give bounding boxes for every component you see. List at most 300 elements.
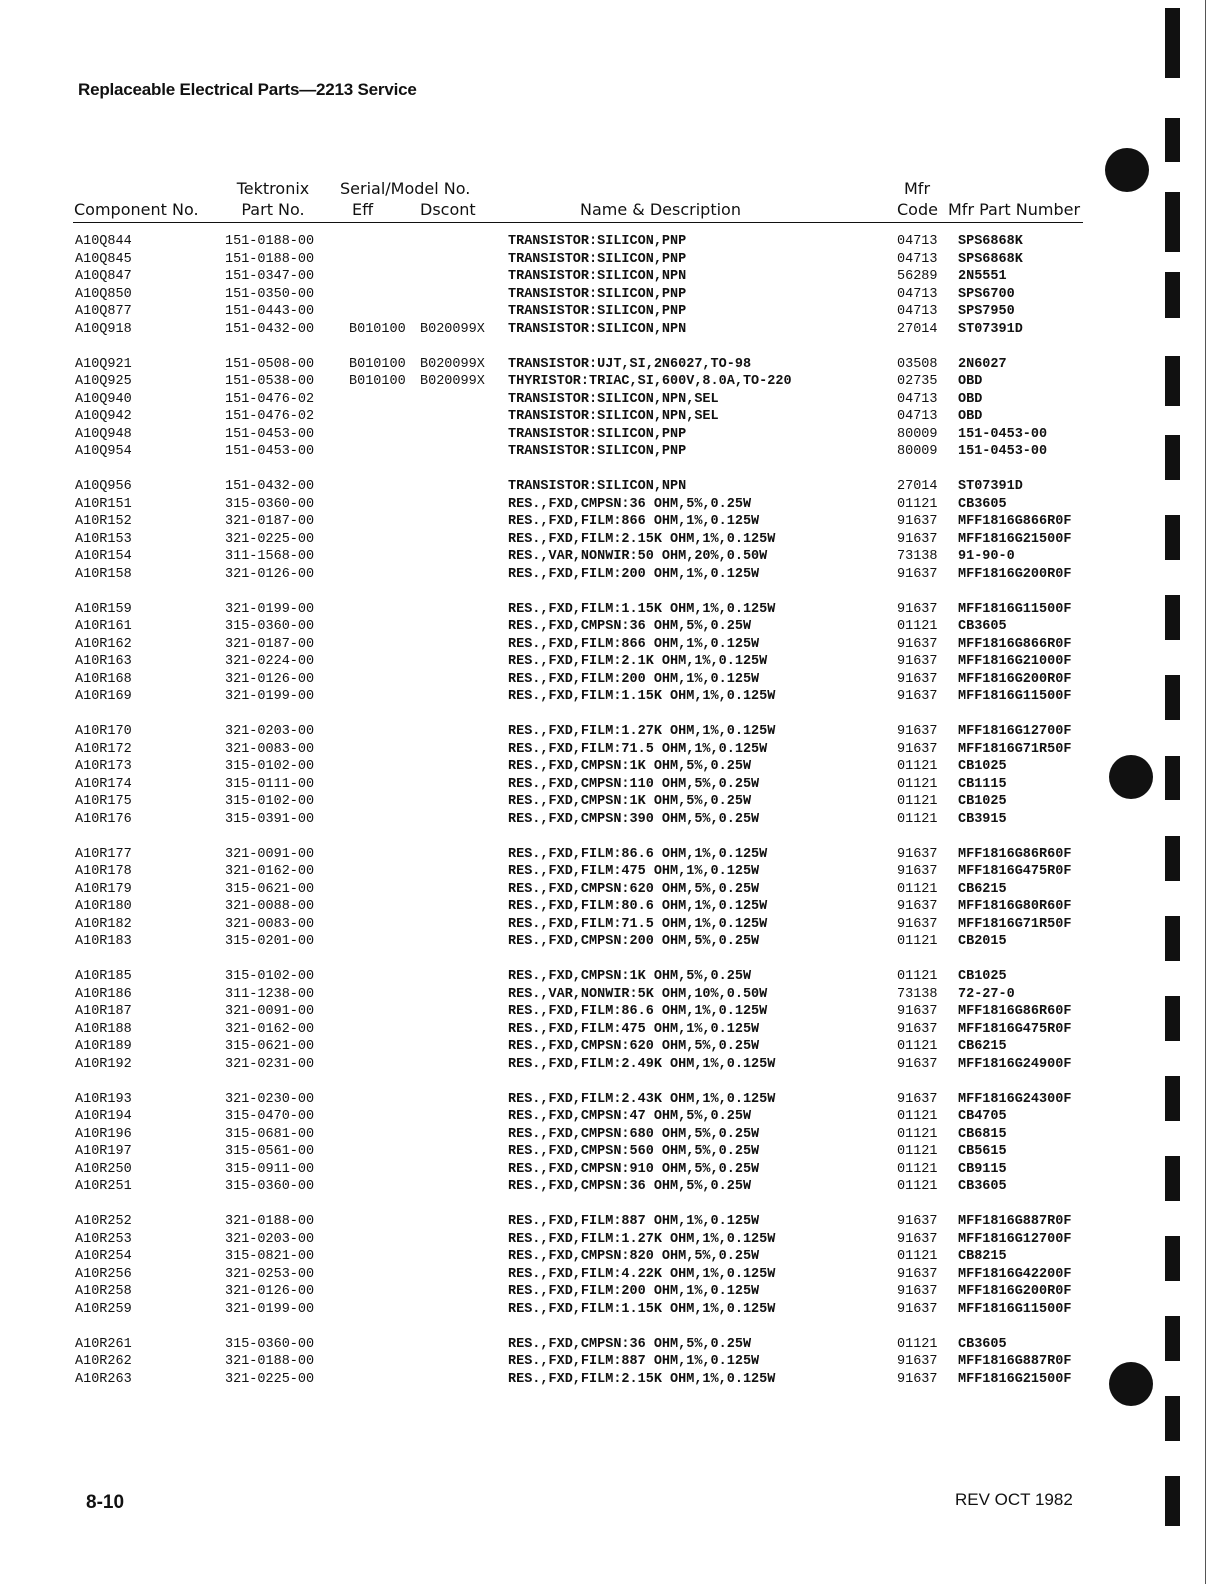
component-no: A10R183 [75,934,132,949]
tektronix-part-no: 321-0187-00 [225,636,315,652]
name-description: RES.,VAR,NONWIR:50 OHM,20%,0.50W [508,549,768,564]
header-rule [73,222,1083,223]
tektronix-part-no: 151-0476-02 [225,409,315,424]
mfr-code: 91637 [897,846,938,862]
component-no: A10R170 [75,724,132,739]
row-group [0,846,1220,951]
component-no: A10Q942 [75,409,132,424]
binding-mark [1165,356,1180,406]
name-description: RES.,FXD,FILM:1.15K OHM,1%,0.125W [508,689,776,704]
name-description: RES.,FXD,CMPSN:680 OHM,5%,0.25W [508,1126,760,1142]
tektronix-part-no: 321-0126-00 [225,566,315,582]
tektronix-part-no: 321-0203-00 [225,1231,315,1247]
tektronix-part-no: 321-0199-00 [225,601,315,617]
tektronix-part-no: 151-0350-00 [225,286,315,302]
table-row [0,1266,1220,1284]
mfr-part-number: MFF1816G71R50F [958,916,1072,932]
mfr-part-number: MFF1816G24300F [958,1091,1072,1107]
name-description: TRANSISTOR:SILICON,NPN [508,269,687,284]
mfr-code: 04713 [897,409,938,424]
tektronix-part-no: 321-0231-00 [225,1056,315,1072]
mfr-code: 27014 [897,479,938,494]
name-description: RES.,FXD,CMPSN:910 OHM,5%,0.25W [508,1161,760,1177]
mfr-part-number: 2N6027 [958,356,1007,372]
table-row [0,793,1220,811]
page-title: Replaceable Electrical Parts—2213 Service [78,80,417,99]
tektronix-part-no: 151-0476-02 [225,391,315,407]
mfr-code: 91637 [897,689,938,704]
name-description: RES.,FXD,CMPSN:1K OHM,5%,0.25W [508,759,752,774]
mfr-code: 04713 [897,234,938,249]
tektronix-part-no: 321-0188-00 [225,1214,315,1229]
component-no: A10R168 [75,671,132,687]
name-description: RES.,FXD,FILM:1.15K OHM,1%,0.125W [508,1301,776,1317]
mfr-code: 91637 [897,899,938,914]
table-row [0,723,1220,741]
mfr-part-number: SPS7950 [958,304,1015,319]
mfr-code: 91637 [897,1021,938,1037]
component-no: A10R250 [75,1161,132,1177]
mfr-code: 91637 [897,531,938,547]
component-no: A10R175 [75,794,132,809]
tektronix-part-no: 321-0088-00 [225,899,315,914]
tektronix-part-no: 315-0201-00 [225,934,315,949]
mfr-code: 01121 [897,1336,938,1352]
tektronix-part-no: 321-0225-00 [225,1371,315,1387]
table-row [0,1091,1220,1109]
component-no: A10R159 [75,601,132,617]
tektronix-part-no: 151-0347-00 [225,269,315,284]
component-no: A10R251 [75,1179,132,1194]
table-row [0,898,1220,916]
table-row [0,513,1220,531]
table-row [0,636,1220,654]
table-row [0,286,1220,304]
tektronix-part-no: 315-0621-00 [225,1039,315,1054]
tektronix-part-no: 315-0360-00 [225,1179,315,1194]
table-row [0,1108,1220,1126]
mfr-part-number: CB9115 [958,1161,1007,1177]
tektronix-part-no: 151-0443-00 [225,304,315,319]
component-no: A10R196 [75,1126,132,1142]
mfr-part-number: MFF1816G200R0F [958,1284,1072,1299]
name-description: RES.,FXD,FILM:80.6 OHM,1%,0.125W [508,899,768,914]
component-no: A10R161 [75,619,132,634]
mfr-code: 91637 [897,1004,938,1019]
tektronix-part-no: 321-0162-00 [225,1021,315,1037]
component-no: A10R182 [75,916,132,932]
table-row [0,688,1220,706]
row-group [0,723,1220,828]
name-description: THYRISTOR:TRIAC,SI,600V,8.0A,TO-220 [508,374,792,389]
component-no: A10Q877 [75,304,132,319]
name-description: TRANSISTOR:SILICON,PNP [508,234,687,249]
table-row [0,268,1220,286]
table-row [0,373,1220,391]
tektronix-part-no: 321-0126-00 [225,1284,315,1299]
mfr-part-number: CB4705 [958,1109,1007,1124]
mfr-part-number: MFF1816G21000F [958,654,1072,669]
tektronix-part-no: 315-0360-00 [225,1336,315,1352]
tektronix-part-no: 321-0224-00 [225,654,315,669]
mfr-code: 91637 [897,864,938,879]
binding-mark [1165,595,1180,640]
name-description: RES.,FXD,FILM:1.15K OHM,1%,0.125W [508,601,776,617]
mfr-part-number: CB3605 [958,1179,1007,1194]
binding-mark [1165,435,1180,480]
tektronix-part-no: 315-0561-00 [225,1144,315,1159]
name-description: RES.,FXD,CMPSN:36 OHM,5%,0.25W [508,619,752,634]
table-row [0,1178,1220,1196]
mfr-code: 91637 [897,636,938,652]
mfr-part-number: CB1025 [958,794,1007,809]
tektronix-part-no: 321-0225-00 [225,531,315,547]
serial-dscont: B020099X [420,374,485,389]
mfr-code: 04713 [897,391,938,407]
mfr-code: 01121 [897,776,938,792]
mfr-part-number: MFF1816G887R0F [958,1214,1072,1229]
header-mfr: Mfr [904,179,931,198]
mfr-part-number: CB1025 [958,759,1007,774]
table-row [0,618,1220,636]
mfr-code: 01121 [897,934,938,949]
table-row [0,968,1220,986]
tektronix-part-no: 151-0432-00 [225,479,315,494]
component-no: A10R174 [75,776,132,792]
name-description: RES.,FXD,FILM:86.6 OHM,1%,0.125W [508,1004,768,1019]
mfr-part-number: SPS6700 [958,286,1015,302]
component-no: A10Q918 [75,321,132,337]
name-description: RES.,FXD,FILM:887 OHM,1%,0.125W [508,1214,760,1229]
binding-mark [1165,1316,1180,1361]
binding-mark [1165,515,1180,560]
mfr-code: 04713 [897,251,938,267]
name-description: TRANSISTOR:SILICON,NPN [508,321,687,337]
name-description: RES.,FXD,FILM:866 OHM,1%,0.125W [508,636,760,652]
header-component-no: Component No. [74,200,199,219]
header-serial-model: Serial/Model No. [340,179,471,198]
name-description: RES.,FXD,CMPSN:820 OHM,5%,0.25W [508,1249,760,1264]
component-no: A10R194 [75,1109,132,1124]
mfr-code: 01121 [897,619,938,634]
mfr-code: 04713 [897,304,938,319]
mfr-code: 01121 [897,1179,938,1194]
mfr-part-number: CB3605 [958,1336,1007,1352]
name-description: RES.,FXD,FILM:475 OHM,1%,0.125W [508,864,760,879]
component-no: A10R185 [75,969,132,984]
component-no: A10R180 [75,899,132,914]
mfr-part-number: OBD [958,374,983,389]
table-row [0,916,1220,934]
header-dscont: Dscont [420,200,476,219]
mfr-part-number: CB3915 [958,811,1007,827]
tektronix-part-no: 321-0203-00 [225,724,315,739]
mfr-code: 02735 [897,374,938,389]
mfr-code: 03508 [897,356,938,372]
binding-mark [1165,1236,1180,1281]
name-description: RES.,FXD,FILM:2.49K OHM,1%,0.125W [508,1056,776,1072]
table-row [0,1213,1220,1231]
mfr-part-number: CB8215 [958,1249,1007,1264]
component-no: A10R173 [75,759,132,774]
component-no: A10R189 [75,1039,132,1054]
table-row [0,881,1220,899]
table-row [0,601,1220,619]
component-no: A10Q844 [75,234,132,249]
table-row [0,933,1220,951]
mfr-code: 91637 [897,916,938,932]
table-row [0,426,1220,444]
tektronix-part-no: 315-0681-00 [225,1126,315,1142]
table-row [0,1038,1220,1056]
mfr-code: 01121 [897,1144,938,1159]
tektronix-part-no: 321-0199-00 [225,1301,315,1317]
serial-eff: B010100 [349,321,406,337]
table-row [0,548,1220,566]
component-no: A10R151 [75,496,132,512]
table-row [0,1336,1220,1354]
page-edge [1205,0,1220,1584]
table-row [0,1021,1220,1039]
name-description: TRANSISTOR:SILICON,PNP [508,426,687,442]
mfr-code: 91637 [897,1284,938,1299]
mfr-code: 80009 [897,444,938,459]
mfr-part-number: CB6815 [958,1126,1007,1142]
name-description: RES.,FXD,FILM:200 OHM,1%,0.125W [508,671,760,687]
tektronix-part-no: 315-0102-00 [225,969,315,984]
tektronix-part-no: 315-0360-00 [225,619,315,634]
component-no: A10R193 [75,1091,132,1107]
row-group [0,601,1220,706]
mfr-code: 01121 [897,794,938,809]
component-no: A10R158 [75,566,132,582]
component-no: A10R178 [75,864,132,879]
table-row [0,478,1220,496]
table-row [0,321,1220,339]
component-no: A10R154 [75,549,132,564]
name-description: TRANSISTOR:UJT,SI,2N6027,TO-98 [508,356,752,372]
component-no: A10R163 [75,654,132,669]
tektronix-part-no: 315-0621-00 [225,881,315,897]
mfr-part-number: CB1025 [958,969,1007,984]
table-row [0,863,1220,881]
mfr-part-number: CB6215 [958,1039,1007,1054]
table-row [0,986,1220,1004]
row-group [0,1213,1220,1318]
punch-hole [1109,1362,1153,1406]
component-no: A10R176 [75,811,132,827]
tektronix-part-no: 151-0188-00 [225,234,315,249]
name-description: TRANSISTOR:SILICON,NPN,SEL [508,391,719,407]
tektronix-part-no: 321-0253-00 [225,1266,315,1282]
header-mfr-part-number: Mfr Part Number [948,200,1081,219]
name-description: RES.,FXD,FILM:2.15K OHM,1%,0.125W [508,531,776,547]
table-row [0,443,1220,461]
tektronix-part-no: 151-0453-00 [225,444,315,459]
mfr-code: 91637 [897,724,938,739]
mfr-code: 91637 [897,514,938,529]
name-description: RES.,FXD,FILM:866 OHM,1%,0.125W [508,514,760,529]
mfr-part-number: MFF1816G21500F [958,1371,1072,1387]
punch-hole [1109,755,1153,799]
tektronix-part-no: 151-0432-00 [225,321,315,337]
component-no: A10Q845 [75,251,132,267]
tektronix-part-no: 151-0453-00 [225,426,315,442]
tektronix-part-no: 321-0083-00 [225,916,315,932]
mfr-code: 01121 [897,1161,938,1177]
component-no: A10R153 [75,531,132,547]
name-description: RES.,FXD,FILM:887 OHM,1%,0.125W [508,1354,760,1369]
mfr-part-number: OBD [958,391,983,407]
component-no: A10Q847 [75,269,132,284]
tektronix-part-no: 321-0083-00 [225,741,315,757]
table-row [0,811,1220,829]
mfr-part-number: MFF1816G475R0F [958,864,1072,879]
mfr-code: 01121 [897,881,938,897]
table-row [0,1056,1220,1074]
component-no: A10R162 [75,636,132,652]
mfr-part-number: CB3605 [958,619,1007,634]
name-description: TRANSISTOR:SILICON,PNP [508,444,687,459]
name-description: RES.,FXD,CMPSN:1K OHM,5%,0.25W [508,969,752,984]
component-no: A10R259 [75,1301,132,1317]
tektronix-part-no: 321-0187-00 [225,514,315,529]
component-no: A10R197 [75,1144,132,1159]
name-description: RES.,FXD,CMPSN:36 OHM,5%,0.25W [508,496,752,512]
mfr-code: 91637 [897,1231,938,1247]
name-description: RES.,FXD,FILM:2.43K OHM,1%,0.125W [508,1091,776,1107]
mfr-code: 91637 [897,1301,938,1317]
table-row [0,303,1220,321]
name-description: RES.,FXD,CMPSN:110 OHM,5%,0.25W [508,776,760,792]
component-no: A10R253 [75,1231,132,1247]
tektronix-part-no: 321-0091-00 [225,1004,315,1019]
mfr-part-number: MFF1816G887R0F [958,1354,1072,1369]
component-no: A10R152 [75,514,132,529]
mfr-code: 91637 [897,1266,938,1282]
mfr-code: 56289 [897,269,938,284]
row-group [0,233,1220,338]
mfr-part-number: SPS6868K [958,251,1023,267]
name-description: RES.,VAR,NONWIR:5K OHM,10%,0.50W [508,986,768,1002]
table-row [0,566,1220,584]
table-row [0,408,1220,426]
name-description: RES.,FXD,CMPSN:1K OHM,5%,0.25W [508,794,752,809]
mfr-code: 01121 [897,759,938,774]
tektronix-part-no: 315-0470-00 [225,1109,315,1124]
mfr-part-number: CB2015 [958,934,1007,949]
mfr-code: 01121 [897,496,938,512]
table-row [0,741,1220,759]
header-tektronix: Tektronix [236,179,310,198]
name-description: TRANSISTOR:SILICON,NPN [508,479,687,494]
name-description: RES.,FXD,FILM:71.5 OHM,1%,0.125W [508,916,768,932]
name-description: RES.,FXD,FILM:86.6 OHM,1%,0.125W [508,846,768,862]
mfr-code: 91637 [897,1354,938,1369]
parts-table [0,233,1220,1406]
name-description: RES.,FXD,FILM:4.22K OHM,1%,0.125W [508,1266,776,1282]
name-description: RES.,FXD,FILM:475 OHM,1%,0.125W [508,1021,760,1037]
row-group [0,1336,1220,1389]
mfr-code: 91637 [897,1056,938,1072]
mfr-code: 27014 [897,321,938,337]
tektronix-part-no: 315-0360-00 [225,496,315,512]
component-no: A10R262 [75,1354,132,1369]
table-row [0,846,1220,864]
binding-mark [1165,118,1180,162]
name-description: RES.,FXD,CMPSN:200 OHM,5%,0.25W [508,934,760,949]
serial-eff: B010100 [349,356,406,372]
component-no: A10R177 [75,846,132,862]
row-group [0,1091,1220,1196]
binding-mark [1165,1476,1180,1526]
name-description: RES.,FXD,CMPSN:620 OHM,5%,0.25W [508,1039,760,1054]
serial-eff: B010100 [349,374,406,389]
name-description: TRANSISTOR:SILICON,NPN,SEL [508,409,719,424]
name-description: RES.,FXD,CMPSN:36 OHM,5%,0.25W [508,1336,752,1352]
binding-mark [1165,1076,1180,1121]
mfr-part-number: MFF1816G42200F [958,1266,1072,1282]
mfr-code: 73138 [897,549,938,564]
serial-dscont: B020099X [420,321,485,337]
mfr-part-number: MFF1816G11500F [958,689,1072,704]
tektronix-part-no: 315-0111-00 [225,776,315,792]
name-description: RES.,FXD,FILM:1.27K OHM,1%,0.125W [508,724,776,739]
mfr-code: 91637 [897,671,938,687]
mfr-part-number: MFF1816G24900F [958,1056,1072,1072]
name-description: RES.,FXD,CMPSN:560 OHM,5%,0.25W [508,1144,760,1159]
name-description: RES.,FXD,CMPSN:47 OHM,5%,0.25W [508,1109,752,1124]
row-group [0,356,1220,461]
table-row [0,758,1220,776]
name-description: RES.,FXD,FILM:1.27K OHM,1%,0.125W [508,1231,776,1247]
component-no: A10R172 [75,741,132,757]
punch-hole [1105,148,1149,192]
component-no: A10R252 [75,1214,132,1229]
table-row [0,1248,1220,1266]
component-no: A10R261 [75,1336,132,1352]
table-row [0,653,1220,671]
component-no: A10Q921 [75,356,132,372]
binding-mark [1165,836,1180,881]
tektronix-part-no: 315-0102-00 [225,794,315,809]
mfr-part-number: MFF1816G866R0F [958,636,1072,652]
component-no: A10R187 [75,1004,132,1019]
revision-date: REV OCT 1982 [955,1490,1073,1509]
mfr-code: 91637 [897,566,938,582]
mfr-code: 01121 [897,1039,938,1054]
name-description: RES.,FXD,CMPSN:620 OHM,5%,0.25W [508,881,760,897]
mfr-part-number: MFF1816G200R0F [958,671,1072,687]
mfr-part-number: OBD [958,409,983,424]
binding-mark [1165,675,1180,720]
component-no: A10Q956 [75,479,132,494]
binding-mark [1165,192,1180,252]
binding-mark [1165,996,1180,1041]
binding-mark [1165,8,1180,78]
mfr-code: 91637 [897,601,938,617]
table-row [0,776,1220,794]
table-row [0,391,1220,409]
header-name-description: Name & Description [580,200,741,219]
component-no: A10R256 [75,1266,132,1282]
table-row [0,1301,1220,1319]
component-no: A10Q948 [75,426,132,442]
table-row [0,233,1220,251]
name-description: TRANSISTOR:SILICON,PNP [508,304,687,319]
mfr-code: 91637 [897,741,938,757]
table-row [0,671,1220,689]
